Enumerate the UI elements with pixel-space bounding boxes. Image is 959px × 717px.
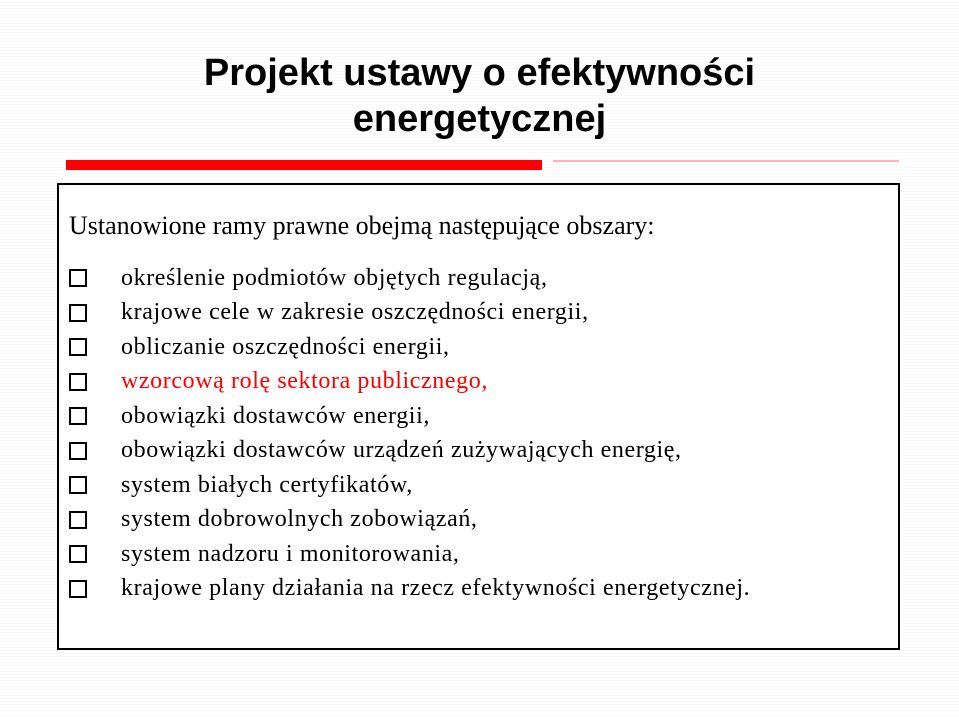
slide-title-line-1: Projekt ustawy o efektywności — [203, 52, 756, 94]
hollow-square-icon — [69, 580, 87, 598]
title-underline-rule — [553, 160, 899, 162]
hollow-square-icon — [69, 442, 87, 460]
list-item-text: obowiązki dostawców urządzeń zużywających energię, — [121, 437, 682, 464]
intro-text: Ustanowione ramy prawne obejmą następujące obszary: — [69, 211, 655, 240]
list-item-text: system dobrowolnych zobowiązań, — [121, 506, 478, 533]
list-item-text: określenie podmiotów objętych regulacją, — [121, 264, 548, 291]
list-item-text: wzorcową rolę sektora publicznego, — [121, 368, 488, 395]
list-item — [69, 572, 750, 607]
list-item — [69, 537, 750, 572]
bullet-list — [69, 261, 750, 606]
hollow-square-icon — [69, 269, 87, 287]
list-item-text: obliczanie oszczędności energii, — [121, 333, 450, 360]
list-item — [69, 261, 750, 296]
list-item — [69, 399, 750, 434]
hollow-square-icon — [69, 511, 87, 529]
hollow-square-icon — [69, 476, 87, 494]
list-item — [69, 330, 750, 365]
list-item-text: obowiązki dostawców energii, — [121, 402, 430, 429]
list-item-text: system nadzoru i monitorowania, — [121, 540, 460, 567]
title-underline-bar — [66, 160, 542, 170]
hollow-square-icon — [69, 304, 87, 322]
list-item-text: system białych certyfikatów, — [121, 471, 413, 498]
list-item — [69, 503, 750, 538]
list-item — [69, 434, 750, 469]
hollow-square-icon — [69, 545, 87, 563]
list-item-highlighted — [69, 365, 750, 400]
content-box — [57, 183, 900, 650]
slide-title-line-2: energetycznej — [352, 98, 607, 140]
slide-title — [0, 50, 959, 142]
hollow-square-icon — [69, 407, 87, 425]
hollow-square-icon — [69, 338, 87, 356]
list-item — [69, 468, 750, 503]
list-item-text: krajowe plany działania na rzecz efektywności energetycznej. — [121, 575, 751, 602]
list-item-text: krajowe cele w zakresie oszczędności energii, — [121, 299, 589, 326]
hollow-square-icon — [69, 373, 87, 391]
list-item — [69, 296, 750, 331]
